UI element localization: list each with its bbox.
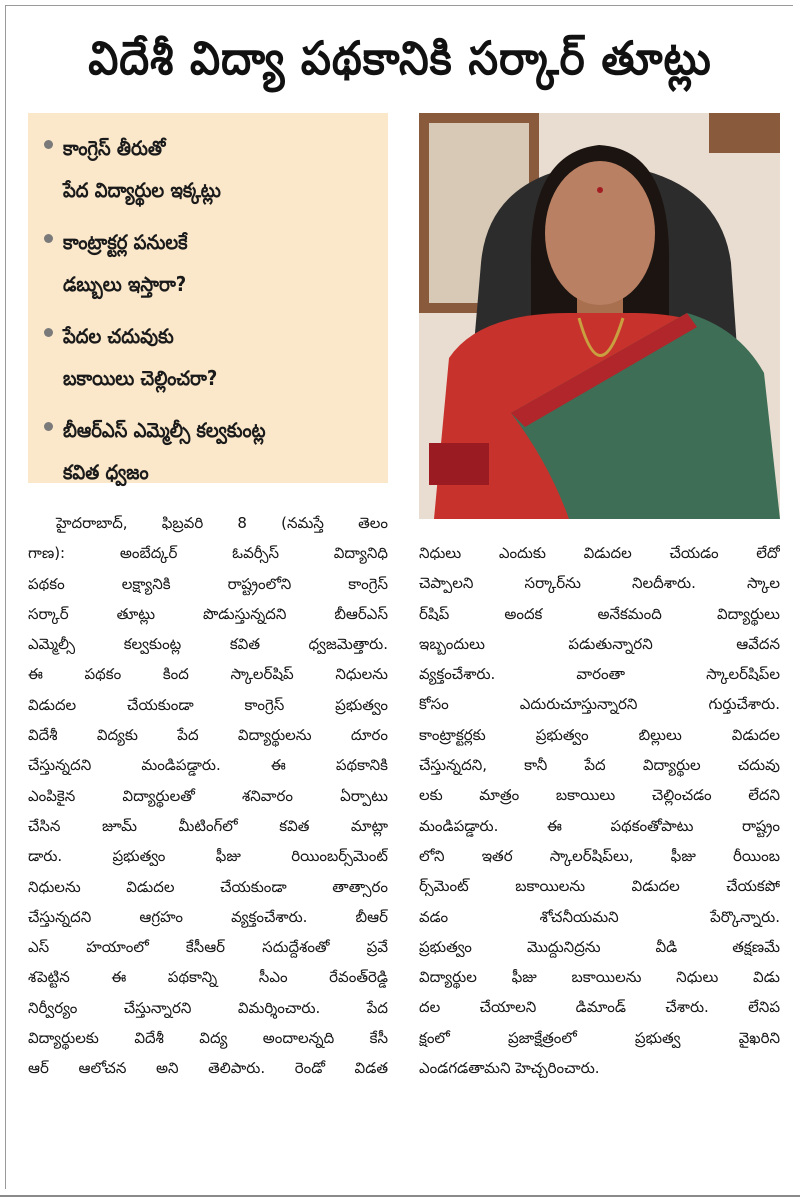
highlight-line: డబ్బులు ఇస్తారా? (63, 272, 187, 296)
highlight-line: కాంగ్రెస్ తీరుతో (63, 136, 166, 160)
article-line: చెప్పాలని సర్కార్‌ను నిలదీశారు. స్కాల (419, 574, 780, 593)
article-line: ఈ పథకం కింద స్కాలర్‌షిప్ నిధులను (28, 665, 388, 684)
bottom-rule (0, 1195, 800, 1197)
article-line: విదేశీ విద్యకు పేద విద్యార్థులను దూరం (28, 726, 388, 745)
highlight-item (44, 315, 378, 399)
highlight-line: పేదల చదువుకు (63, 324, 174, 348)
article-line: దల చేయాలని డిమాండ్ చేశారు. లేనిప (419, 998, 780, 1017)
bullet-dot-icon (44, 140, 53, 149)
highlight-line: పేద విద్యార్థుల ఇక్కట్లు (63, 178, 221, 202)
article-line: ఎస్ హయాంలో కేసీఆర్ సదుద్దేశంతో ప్రవే (28, 938, 388, 957)
article-line: చేస్తున్నదని మండిపడ్డారు. ఈ పథకానికి (28, 756, 388, 775)
article-line: వ్యక్తంచేశారు. వారంతా స్కాలర్‌షిప్‌ల (419, 665, 780, 684)
article-line: వడం శోచనీయమని పేర్కొన్నారు. (419, 907, 780, 926)
article-line: లకు మాత్రం బకాయిలు చెల్లించడం లేదని (419, 786, 780, 805)
portrait-photo (419, 113, 780, 519)
article-line: పథకం లక్ష్యానికి రాష్ట్రంలోని కాంగ్రెస్ (28, 574, 388, 593)
article-line: ఇబ్బందులు పడుతున్నారని ఆవేదన (419, 634, 780, 653)
portrait-illustration (419, 113, 780, 519)
article-line: ఎమ్మెల్సీ కల్వకుంట్ల కవిత ధ్వజమెత్తారు. (28, 635, 388, 654)
article-line: సర్కార్ తూట్లు పొడుస్తున్నదని బీఆర్ఎస్ (28, 604, 388, 623)
article-line: కాంట్రాక్టర్లకు ప్రభుత్వం బిల్లులు విడుదల (419, 725, 780, 744)
article-line: గాణ): అంబేద్కర్ ఓవర్సీస్ విద్యానిధి (28, 544, 388, 563)
article-line: విద్యార్థుల ఫీజు బకాయిలను నిధులు విడు (419, 968, 780, 987)
bullet-dot-icon (44, 422, 53, 431)
article-line: కోసం ఎదురుచూస్తున్నారని గుర్తుచేశారు. (419, 695, 780, 714)
highlight-line: కవిత ధ్వజం (63, 460, 149, 484)
article-line: నిధులు ఎందుకు విడుదల చేయడం లేదో (419, 544, 780, 562)
article-line: ర్‌షిప్ అందక అనేకమంది విద్యార్థులు (419, 604, 780, 623)
article-column-left (28, 508, 388, 1084)
highlight-item (44, 127, 378, 211)
highlights-box (28, 113, 388, 483)
article-line: మండిపడ్డారు. ఈ పథకంతోపాటు రాష్ట్రం (419, 816, 780, 835)
article-line: నిర్వీర్యం చేస్తున్నారని విమర్శించారు. పేద (28, 998, 388, 1017)
article-line: లోని ఇతర స్కాలర్‌షిప్‌లు, ఫీజు రీయింబ (419, 846, 780, 865)
article-line: ఆర్ ఆలోచన అని తెలిపారు. రెండో విడత (28, 1059, 388, 1078)
article-line: ప్రభుత్వం మొద్దునిద్రను వీడి తక్షణమే (419, 937, 780, 956)
highlight-line: కాంట్రాక్టర్ల పనులకే (63, 230, 188, 254)
article-line: నిధులను విడుదల చేయకుండా తాత్సారం (28, 877, 388, 896)
article-line: శపెట్టిన ఈ పథకాన్ని సీఎం రేవంత్‌రెడ్డి (28, 968, 388, 987)
article-line: ఎంపికైన విద్యార్థులతో శనివారం ఏర్పాటు (28, 786, 388, 805)
article-column-right (419, 538, 780, 1083)
headline: విదేశీ విద్యా పథకానికి సర్కార్ తూట్లు (88, 31, 712, 85)
highlight-line: బకాయిలు చెల్లించరా? (63, 366, 218, 390)
article-line: ర్స్‌మెంట్ బకాయిలను విడుదల చేయకపో (419, 877, 780, 896)
article-line: డారు. ప్రభుత్వం ఫీజు రియింబర్స్‌మెంట్ (28, 847, 388, 866)
article-line: క్షంలో ప్రజాక్షేత్రంలో ప్రభుత్వ వైఖరిని (419, 1028, 780, 1047)
article-line: విడుదల చేయకుండా కాంగ్రెస్ ప్రభుత్వం (28, 695, 388, 714)
article-line: చేస్తున్నదని ఆగ్రహం వ్యక్తంచేశారు. బీఆర్ (28, 907, 388, 926)
photo-sleeve-border (429, 443, 489, 485)
bullet-dot-icon (44, 234, 53, 243)
article-line: చేసిన జూమ్ మీటింగ్‌లో కవిత మాట్లా (28, 816, 388, 835)
highlight-item (44, 221, 378, 305)
article-line: విద్యార్థులకు విదేశీ విద్య అందాలన్నది కేసీ (28, 1029, 388, 1048)
highlight-line: బీఆర్ఎస్ ఎమ్మెల్సీ కల్వకుంట్ల (63, 418, 266, 442)
article-line: చేస్తున్నదని, కానీ పేద విద్యార్థుల చదువు (419, 756, 780, 775)
article-line: ఎండగడతామని హెచ్చరించారు. (419, 1059, 600, 1078)
article-line: హైదరాబాద్, ఫిబ్రవరి 8 (నమస్తే తెలం (56, 514, 388, 532)
bullet-dot-icon (44, 328, 53, 337)
highlight-item (44, 409, 378, 493)
photo-frame-right (709, 113, 780, 153)
photo-face (545, 161, 655, 305)
photo-bindi (597, 187, 603, 193)
